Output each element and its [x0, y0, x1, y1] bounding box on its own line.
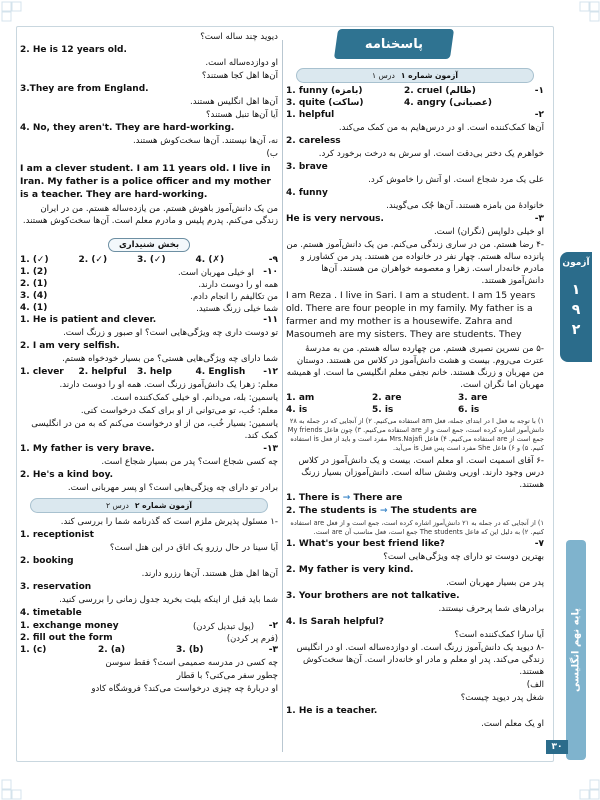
answer-row: He is very nervous. -۳	[286, 214, 544, 224]
section-header-exam-1: آزمون شماره ۱ درس ۱	[296, 68, 534, 83]
text-line: -۱ مسئول پذیرش ملزم است که گذرنامه شما را بررسی کند.	[60, 517, 278, 527]
answer-row: 1. (c) 2. (a) 3. (b) -۳	[20, 645, 278, 655]
answer-line: 2. My father is very kind.	[286, 565, 414, 575]
answer-line: 2. The students is → The students are	[286, 506, 477, 516]
answer-line: 1. receptionist	[20, 530, 94, 540]
side-tab-label: آزمون	[562, 258, 590, 268]
answer-line: 3.They are from England.	[20, 84, 149, 94]
side-exam-tab	[560, 252, 592, 362]
answer-line: 2. booking	[20, 556, 74, 566]
right-column	[286, 64, 544, 760]
text-line: ب)	[266, 149, 278, 159]
answer-row: 3. quite (ساکت) 4. angry (عصبانی)	[286, 98, 492, 108]
answer-line: 4. funny	[286, 188, 328, 198]
text-line: او خیلی دلواپس (نگران) است.	[433, 227, 544, 237]
answer-key-logo: پاسخنامه	[334, 29, 454, 59]
text-line: شما دارای چه ویژگی‌هایی هستی؟ من بسیار خودخواه هستم.	[62, 354, 278, 364]
answer-line: 3. reservation	[20, 582, 92, 592]
answer-line: 2. He's a kind boy.	[20, 470, 114, 480]
paragraph-fa: -۶ آقای اسمیت است. او معلم است. بیست و یک دانش‌آموز در کلاس درس وجود دارند. اوریی وشش ساله است. دانش‌آموزان بسیار زرنگ هستند.	[298, 456, 544, 490]
answer-line: 4. timetable	[20, 608, 82, 618]
answer-row: 4. is 5. is 6. is	[286, 405, 480, 415]
text-line: تو دوست داری چه ویژگی‌هایی است؟ او صبور و زرنگ است.	[63, 328, 278, 338]
paragraph-fa: -۸ دیوید یک دانش‌آموز زرنگ است. او دوازده‌ساله است. او در انگلیس زندگی می‌کند. پدر او معلم و مادر او خانه‌دار است. آن‌ها سخت‌کوش هستند.	[296, 643, 544, 677]
text-line: او یک معلم است.	[481, 719, 544, 729]
answer-row: 1. exchange money (پول تبدیل کردن) -۲	[20, 621, 278, 631]
text-line: دیوید چند ساله است؟	[200, 32, 278, 42]
text-line: نه، آن‌ها نیستند. آن‌ها سخت‌کوش هستند.	[132, 136, 278, 146]
text-line: برادر تو دارای چه ویژگی‌هایی است؟ او پسر مهربانی است.	[67, 483, 278, 493]
answer-row: 1. funny (بامزه) 2. cruel (ظالم) -۱	[286, 86, 544, 96]
answer-row: 2. (1) همه او را دوست دارند.	[20, 279, 278, 289]
text-line: معلم: زهرا یک دانش‌آموز زرنگ است. همه او را دوست دارند.	[59, 380, 278, 390]
explanation-note: ۱) از آنجایی که در جمله به ۲۱ دانش‌آموز اشاره کرده است، جمع است و از فعل are استفاده کنیم. ۲) به دلیل این که فاعل The students جمع است، فعل مناسب آن are است.	[290, 519, 544, 536]
answer-line: 3. Your brothers are not talkative.	[286, 591, 460, 601]
text-line: او دربارهٔ چه چیزی درخواست می‌کند؟ فروشگاه کادو	[91, 684, 278, 694]
arrow-right-icon: →	[342, 493, 351, 503]
text-line: چه کسی شجاع است؟ پدر من بسیار شجاع است.	[101, 457, 278, 467]
text-line: معلم: خُب، تو می‌توانی از او برای کمک درخواست کنی.	[80, 406, 278, 416]
paragraph-fa: -۴ رضا هستم. من در ساری زندگی می‌کنم. من یک دانش‌آموز هستم. من پانزده ساله هستم. چهار نفر در خانواده من هستند. پدر من کشاورز و مادرم خانه‌دار است. زهرا و معصومه خواهران من هستند. آن‌ها دانش‌آموز هستند.	[286, 240, 544, 286]
text-line: آن‌ها اهل کجا هستند؟	[201, 71, 278, 81]
side-tab-numbers: ۱ ۹ ۲	[571, 282, 581, 338]
answer-row: 3. (4) من تکالیفم را انجام دادم.	[20, 291, 278, 301]
explanation-note: ۱) با توجه به فعل I در ابتدای جمله، فعل am استفاده می‌کنیم. ۲) از آنجایی که در جمله به ۲۸ دانش‌آموز اشاره کرده است، جمع است و از are استفاده می‌کنیم. ۳) چون فاعل My friends جمع است از are استفاده می‌کنیم. ۴) فاعل Mrs.Najafi مفرد است و باید از فعل is استفاده کنیم. ۵) و ۶) فاعل She مفرد است پس فعل is می‌آید.	[287, 417, 544, 452]
answer-line: 4. No, they aren't. They are hard-working.	[20, 123, 235, 133]
answer-line: 3. brave	[286, 162, 328, 172]
text-line: آیا سینا در حال رزرو یک اتاق در این هتل است؟	[109, 543, 278, 553]
answer-row: 1. helpful -۲	[286, 110, 544, 120]
answer-line: 4. Is Sarah helpful?	[286, 617, 384, 627]
paragraph-fa: -۵ من نسرین نصیری هستم. من چهارده ساله هستم. من به مدرسهٔ عترت می‌روم. بیست و هشت دانش‌آموز در کلاس من هستند. دوستان من مهربان و زرنگ هستند. خانم نجفی معلم انگلیسی ما است. او همیشه مهربان اما نگران است.	[286, 344, 544, 390]
answer-row: 4. (1) شما خیلی زرنگ هستید.	[20, 303, 278, 313]
answer-row: 1. am 2. are 3. are	[286, 393, 488, 403]
answer-line: 1. There is → There are	[286, 493, 403, 503]
answer-line: 1. He is a teacher.	[286, 706, 378, 716]
answer-row: 2. fill out the form (فرم پر کردن)	[20, 633, 278, 643]
text-line: یاسمین: بسیار خُب، من از او درخواست می‌کنم که به من در انگلیسی کمک کند.	[31, 419, 278, 441]
page-number: ۳۰	[546, 740, 568, 754]
text-line: بهترین دوست تو دارای چه ویژگی‌هایی است؟	[383, 552, 544, 562]
text-line: آیا سارا کمک‌کننده است؟	[454, 630, 544, 640]
text-line: چطور سفر می‌کنی؟ با قطار	[176, 671, 278, 681]
answer-line: 2. careless	[286, 136, 341, 146]
text-line: خواهرم یک دختر بی‌دقت است. او سرش به درخت برخورد کرد.	[318, 149, 544, 159]
answer-line: 2. He is 12 years old.	[20, 45, 127, 55]
answer-row: 1. clever 2. helpful 3. help 4. English -۱۲	[20, 367, 278, 377]
text-line: آیا آن‌ها تنبل هستند؟	[206, 110, 278, 120]
answer-row: 1. My father is very brave. -۱۳	[20, 444, 278, 454]
text-line: خانوادهٔ من بامزه هستند. آن‌ها جُک می‌گویند.	[386, 201, 544, 211]
text-line: آن‌ها اهل هتل هستند. آن‌ها رزرو دارند.	[141, 569, 278, 579]
section-header-exam-2: آزمون شماره ۲ درس ۲	[30, 498, 268, 513]
text-line: شغل پدر دیوید چیست؟	[460, 693, 544, 703]
text-line: الف)	[526, 680, 544, 690]
paragraph-fa: من یک دانش‌آموز باهوش هستم. من یازده‌ساله هستم. من در ایران زندگی می‌کنم. پدرم پلیس و مادرم معلم است. آن‌ها سخت‌کوش هستند.	[22, 204, 278, 226]
text-line: شما باید قبل از اینکه بلیت بخرید جدول زمانی را بررسی کنید.	[59, 595, 278, 605]
text-line: چه کسی در مدرسه صمیمی است؟ فقط سوسن	[105, 658, 278, 668]
answer-line: 2. I am very selfish.	[20, 341, 120, 351]
section-tag: بخش شنیداری	[20, 232, 278, 252]
answer-row: 1. What's your best friend like? -۷	[286, 539, 544, 549]
column-divider	[282, 40, 283, 752]
text-line: یاسمین: بله، می‌دانم. او خیلی کمک‌کننده است.	[110, 393, 278, 403]
arrow-right-icon: →	[380, 506, 388, 516]
left-column	[20, 30, 278, 760]
side-grade-label: پایه نهم انگلیسی	[566, 540, 586, 760]
text-line: علی یک مرد شجاع است. او آتش را خاموش کرد.	[368, 175, 544, 185]
text-line: برادرهای شما پرحرف نیستند.	[438, 604, 544, 614]
text-line: آن‌ها کمک‌کننده است. او در درس‌هایم به من کمک می‌کند.	[338, 123, 544, 133]
answer-row: 1. He is patient and clever. -۱۱	[20, 315, 278, 325]
answer-row: 1. (2) او خیلی مهربان است. -۱۰	[20, 267, 278, 277]
answer-row: 1. (✓) 2. (✓) 3. (✓) 4. (✗) -۹	[20, 255, 278, 265]
paragraph-en: I am Reza . I live in Sari. I am a student. I am 15 years old. There are four people in my family. My father is a farmer and my mother is a housewife. Zahra and Masoumeh are my sisters. They are students. They	[286, 290, 536, 340]
text-line: پدر من بسیار مهربان است.	[446, 578, 544, 588]
text-line: آن‌ها اهل انگلیس هستند.	[189, 97, 278, 107]
paragraph-en: I am a clever student. I am 11 years old. I live in Iran. My father is a police officer and my mother is a teacher. They are hard-working.	[20, 163, 271, 200]
text-line: او دوازده‌ساله است.	[205, 58, 278, 68]
